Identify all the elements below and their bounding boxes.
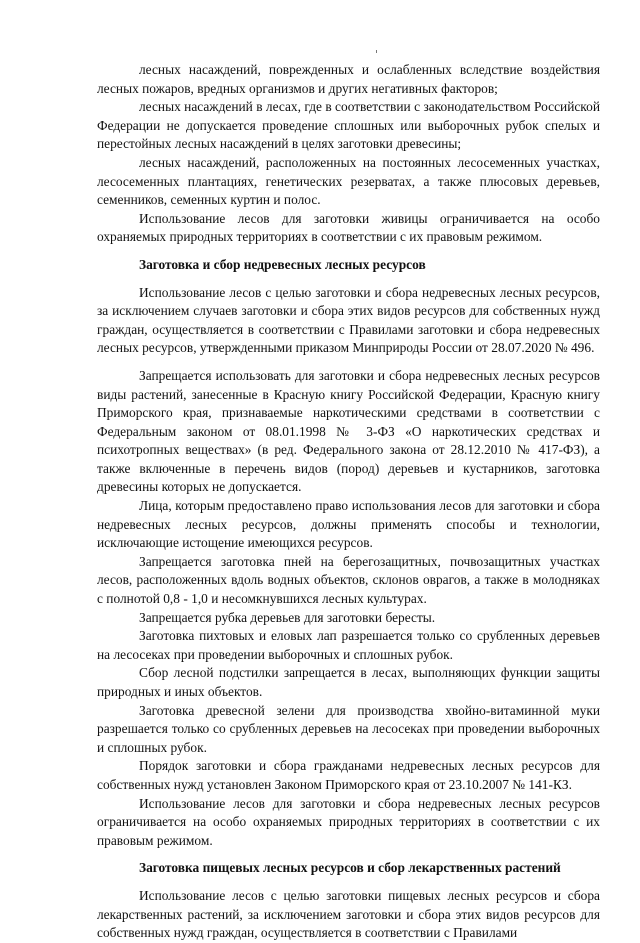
paragraph: Заготовка древесной зелени для производства хвойно-витаминной муки разрешается только со срубленных деревьев на лесосеках при проведении выборочных и сплошных рубок. xyxy=(97,702,600,755)
paragraph: Заготовка пихтовых и еловых лап разрешается только со срубленных деревьев на лесосеках при проведении выборочных и сплошных рубок. xyxy=(97,628,600,662)
paragraph: Лица, которым предоставлено право использования лесов для заготовки и сбора недревесных лесных ресурсов, должны применять способы и технологии, исключающие истощение имеющихся ресурсов. xyxy=(97,498,600,551)
paragraph: Запрещается рубка деревьев для заготовки бересты. xyxy=(139,609,436,625)
paragraph: лесных насаждений, расположенных на постоянных лесосеменных участках, лесосеменных плантациях, генетических резерватах, а также плюсовых деревьев, семенников, семенных куртин и полос. xyxy=(97,154,600,208)
paragraph: Использование лесов для заготовки и сбора недревесных лесных ресурсов ограничивается на особо охраняемых природных территориях в соответствии с их правовым режимом. xyxy=(97,795,600,848)
paragraph: Порядок заготовки и сбора гражданами недревесных лесных ресурсов для собственных нужд установлен Законом Приморского края от 23.10.2007 № 141-КЗ. xyxy=(97,758,600,792)
paragraph: Использование лесов с целью заготовки пищевых лесных ресурсов и сбора лекарственных растений, за исключением заготовки и сбора этих видов ресурсов для собственных нужд граждан, осуществляется в соответствии с Правилами xyxy=(97,887,600,941)
paragraph: Запрещается заготовка пней на берегозащитных, почвозащитных участках лесов, расположенных вдоль водных объектов, склонов оврагов, а также в молодняках с полнотой 0,8 - 1,0 и несомкнувшихся лесных культурах. xyxy=(97,553,600,607)
paragraph: лесных насаждений, поврежденных и ослабленных вследствие воздействия лесных пожаров, вредных организмов и других негативных факторов; xyxy=(97,62,600,96)
section-heading: Заготовка и сбор недревесных лесных ресурсов xyxy=(139,256,426,272)
section-heading: Заготовка пищевых лесных ресурсов и сбор лекарственных растений xyxy=(139,860,561,876)
scan-mark xyxy=(376,50,377,53)
paragraph: Сбор лесной подстилки запрещается в лесах, выполняющих функции защиты природных и иных объектов. xyxy=(97,665,600,699)
paragraph: Использование лесов с целью заготовки и сбора недревесных лесных ресурсов, за исключением случаев заготовки и сбора этих видов ресурсов для собственных нужд граждан, осуществляется в соответствии с Правилами заготовки и сбора недревесных лесных ресурсов, утвержденными приказом Минприроды России от 28.07.2020 № 496. xyxy=(97,284,600,356)
paragraph: Использование лесов для заготовки живицы ограничивается на особо охраняемых природных территориях в соответствии с их правовым режимом. xyxy=(97,210,600,245)
paragraph: Запрещается использовать для заготовки и сбора недревесных лесных ресурсов виды растений, занесенные в Красную книгу Российской Федерации, Красную книгу Приморского края, признаваемые наркотическими средствами в соответствии с Федеральным законом от 08.01.1998 № 3-ФЗ «О наркотических средствах и психотропных веществах» (в ред. Федерального закона от 28.12.2010 № 417-ФЗ), а также включенные в перечень видов (пород) деревьев и кустарников, заготовка древесины которых не допускается. xyxy=(97,367,600,495)
paragraph: лесных насаждений в лесах, где в соответствии с законодательством Российской Федерации не допускается проведение сплошных или выборочных рубок спелых и перестойных лесных насаждений в целях заготовки древесины; xyxy=(97,99,600,152)
document-body xyxy=(97,61,600,943)
